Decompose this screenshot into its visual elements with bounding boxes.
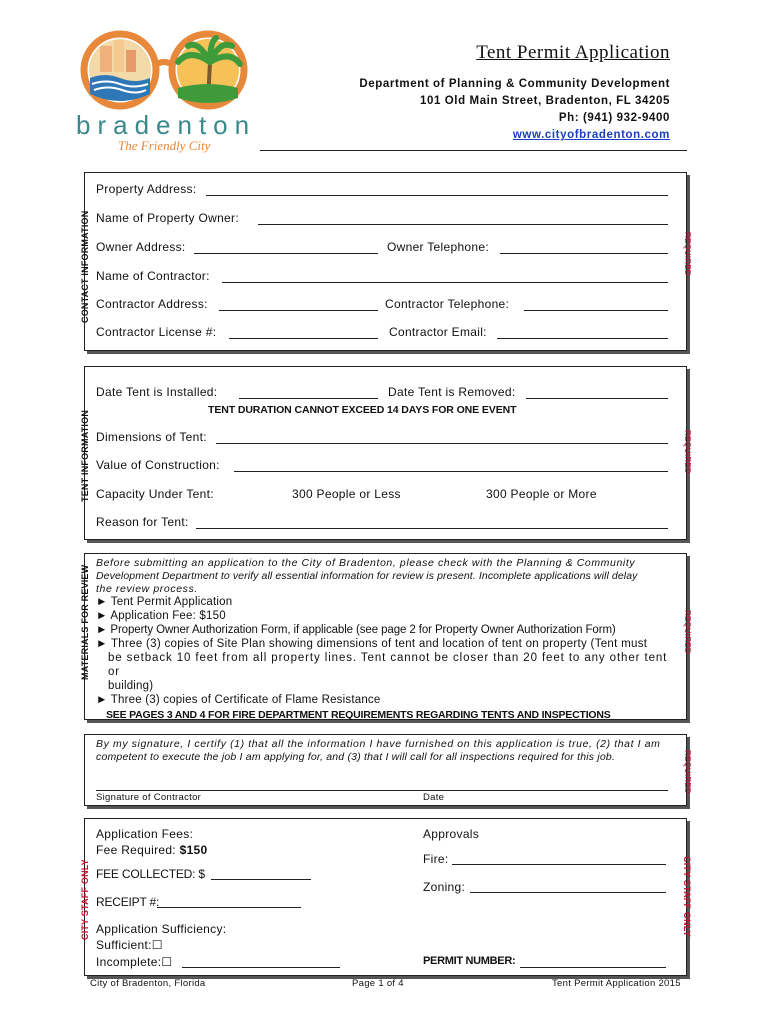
fee-collected-label: FEE COLLECTED: $ [96,867,205,881]
fees-heading: Application Fees: [96,827,194,841]
checklist-item-site-plan-end: building) [108,680,154,692]
date-label: Date [423,792,445,803]
checklist-item-site-plan: ► Three (3) copies of Site Plan showing dimensions of tent and location of tent on property (Tent must [96,638,648,650]
department-name: Department of Planning & Community Development [359,78,670,90]
zoning-approval-field[interactable] [470,892,666,893]
checklist-item-site-plan-cont: be setback 10 feet from all property lines. Tent cannot be closer than 20 feet to any other tent or [108,652,668,678]
materials-intro-line-2: Development Department to verify all essential information for review is present. Incomplete applications will delay [96,570,638,582]
permit-number-field[interactable] [520,967,666,968]
signature-required-label: REQUIRED [683,750,692,794]
page-title: Tent Permit Application [476,42,670,63]
incomplete-field[interactable] [182,967,340,968]
contractor-license-field[interactable] [229,338,378,339]
staff-side-label-left: CITY STAFF ONLY [80,859,90,940]
checklist-item-flame-cert: ► Three (3) copies of Certificate of Flame Resistance [96,694,381,706]
dimensions-label: Dimensions of Tent: [96,430,207,444]
signature-field[interactable] [96,790,668,791]
fire-requirements-notice: SEE PAGES 3 AND 4 FOR FIRE DEPARTMENT REQUIREMENTS REGARDING TENTS AND INSPECTIONS [106,709,611,721]
materials-side-label: MATERIALS FOR REVIEW [80,564,90,680]
contractor-email-field[interactable] [497,338,668,339]
owner-name-label: Name of Property Owner: [96,211,239,225]
owner-telephone-label: Owner Telephone: [387,240,489,254]
materials-checklist [96,595,676,707]
contractor-name-field[interactable] [222,282,668,283]
staff-section [84,818,687,976]
website-link[interactable]: www.cityofbradenton.com [512,129,670,141]
capacity-option-more[interactable]: 300 People or More [486,487,597,501]
value-label: Value of Construction: [96,458,220,472]
contractor-name-label: Name of Contractor: [96,269,210,283]
certification-line-2: competent to execute the job I am applying for, and (3) that I will call for all inspections required for this job. [96,751,616,763]
incomplete-checkbox[interactable]: Incomplete:☐ [96,955,173,969]
footer-right: Tent Permit Application 2015 [552,978,681,989]
contractor-address-label: Contractor Address: [96,297,208,311]
reason-label: Reason for Tent: [96,515,189,529]
duration-notice: TENT DURATION CANNOT EXCEED 14 DAYS FOR ONE EVENT [208,404,517,416]
property-address-label: Property Address: [96,182,197,196]
fee-collected-field[interactable] [211,879,311,880]
logo-name: bradenton [76,110,257,140]
signature-label: Signature of Contractor [96,792,202,803]
fee-required [96,843,208,857]
materials-intro-line-1: Before submitting an application to the City of Bradenton, please check with the Planning & Community [96,557,636,569]
sufficiency-heading: Application Sufficiency: [96,922,227,936]
contractor-telephone-field[interactable] [524,310,668,311]
materials-intro-line-3: the review process. [96,583,198,595]
department-phone: Ph: (941) 932-9400 [558,112,670,124]
capacity-label: Capacity Under Tent: [96,487,214,501]
receipt-field[interactable] [157,907,301,908]
sufficient-checkbox[interactable]: Sufficient:☐ [96,938,163,952]
materials-required-label: REQUIRED [683,610,692,654]
contractor-address-field[interactable] [219,310,378,311]
city-logo [70,28,270,158]
contact-required-label: REQUIRED [683,232,692,276]
staff-side-label-right: CITY STAFF ONLY [682,856,692,937]
date-removed-label: Date Tent is Removed: [388,385,516,399]
owner-name-field[interactable] [258,224,668,225]
contractor-email-label: Contractor Email: [389,325,487,339]
fire-approval-field[interactable] [452,864,666,865]
reason-field[interactable] [196,528,668,529]
date-installed-label: Date Tent is Installed: [96,385,218,399]
value-field[interactable] [234,471,668,472]
department-address: 101 Old Main Street, Bradenton, FL 34205 [419,95,670,107]
certification-text [96,738,676,764]
permit-number-label: PERMIT NUMBER: [423,955,516,967]
approvals-heading: Approvals [423,827,480,841]
tent-required-label: REQUIRED [683,430,692,474]
owner-address-label: Owner Address: [96,240,186,254]
fee-required-value: $150 [179,843,208,857]
zoning-approval-label: Zoning: [423,880,466,894]
checklist-item-fee: ► Application Fee: $150 [96,610,226,622]
date-removed-field[interactable] [526,398,668,399]
certification-line-1: By my signature, I certify (1) that all the information I have furnished on this application is true, (2) that I am [96,738,661,750]
fee-required-label: Fee Required: [96,843,176,857]
contractor-license-label: Contractor License #: [96,325,217,339]
tent-side-label: TENT INFORMATION [80,409,90,502]
dimensions-field[interactable] [216,443,668,444]
checklist-item-authorization: ► Property Owner Authorization Form, if applicable (see page 2 for Property Owner Authorization Form) [96,624,616,636]
receipt-label: RECEIPT #: [96,895,160,909]
footer-left: City of Bradenton, Florida [90,978,206,989]
header-rule [260,150,687,151]
materials-intro [96,557,676,596]
capacity-option-less[interactable]: 300 People or Less [292,487,401,501]
footer-page-number: Page 1 of 4 [352,978,404,989]
fire-approval-label: Fire: [423,852,449,866]
checklist-item-application: ► Tent Permit Application [96,596,233,608]
date-installed-field[interactable] [239,398,378,399]
contractor-telephone-label: Contractor Telephone: [385,297,510,311]
contact-side-label: CONTACT INFORMATION [80,210,90,323]
owner-address-field[interactable] [194,253,378,254]
owner-telephone-field[interactable] [500,253,668,254]
property-address-field[interactable] [206,195,668,196]
logo-tagline: The Friendly City [118,138,211,153]
